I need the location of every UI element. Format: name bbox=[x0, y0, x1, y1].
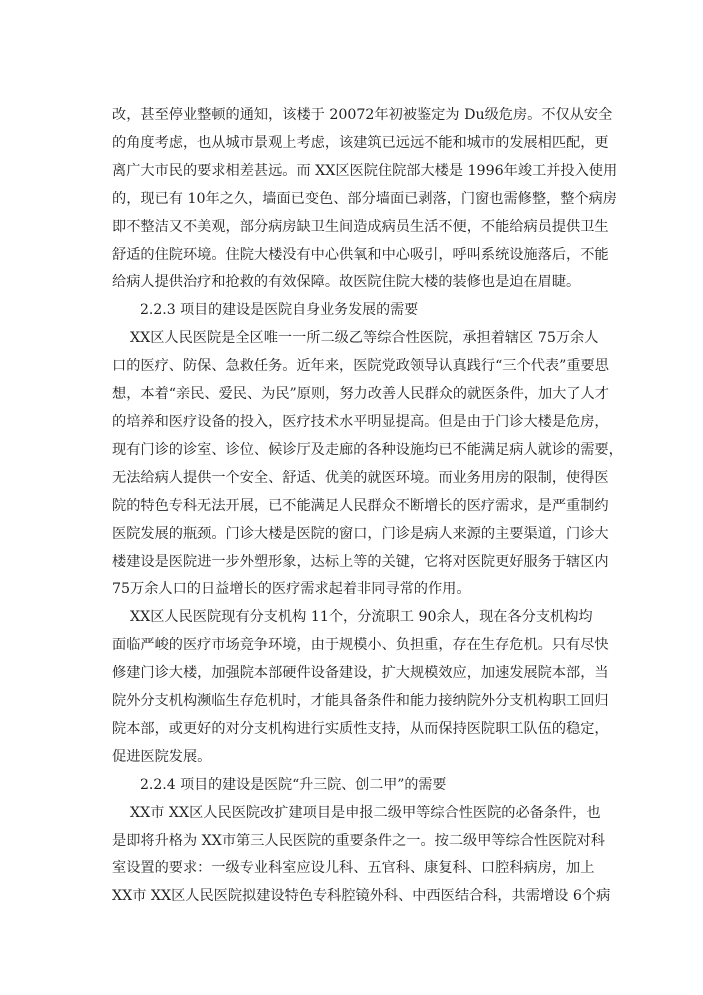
text-line: 的，现已有 10年之久，墙面已变色、部分墙面已剥落，门窗也需修整，整个病房 bbox=[112, 190, 617, 207]
text-line: 即不整洁又不美观，部分病房缺卫生间造成病员生活不便，不能给病员提供卫生 bbox=[112, 218, 609, 235]
text-line: 改，甚至停业整顿的通知，该楼于 20072年初被鉴定为 Du级危房。不仅从安全 bbox=[112, 107, 613, 123]
text-line: 舒适的住院环境。住院大楼没有中心供氧和中心吸引，呼叫系统设施落后，不能 bbox=[112, 246, 609, 263]
text-line: XX区人民医院现有分支机构 11个，分流职工 90余人，现在各分支机构均 bbox=[112, 609, 593, 626]
text-line: 医院发展的瓶颈。门诊大楼是医院的窗口，门诊是病人来源的主要渠道，门诊大 bbox=[112, 525, 609, 542]
text-line: 楼建设是医院进一步外塑形象，达标上等的关键，它将对医院更好服务于辖区内 bbox=[112, 553, 609, 570]
text-line: XX区人民医院是全区唯一一所二级乙等综合性医院，承担着辖区 75万余人 bbox=[112, 330, 599, 347]
paragraph-1 bbox=[112, 102, 618, 297]
section-heading-2-2-3: 2.2.3 项目的建设是医院自身业务发展的需要 bbox=[140, 302, 419, 319]
text-line: 促进医院发展。 bbox=[112, 748, 212, 765]
text-line: 想，本着“亲民、爱民、为民”原则，努力改善人民群众的就医条件，加大了人才 bbox=[112, 386, 609, 403]
text-line: 室设置的要求：一级专业科室应设儿科、五官科、康复科、口腔科病房，加上 bbox=[112, 860, 595, 877]
text-line: 院本部，或更好的对分支机构进行实质性支持，从而保持医院职工队伍的稳定， bbox=[112, 720, 609, 737]
text-line: 离广大市民的要求相差甚远。而 XX区医院住院部大楼是 1996年竣工并投入使用 bbox=[112, 162, 618, 179]
text-line: 无法给病人提供一个安全、舒适、优美的就医环境。而业务用房的限制，使得医 bbox=[112, 469, 609, 486]
paragraph-3 bbox=[112, 604, 609, 771]
text-line: 的角度考虑，也从城市景观上考虑，该建筑已远远不能和城市的发展相匹配，更 bbox=[112, 134, 609, 151]
paragraph-4 bbox=[112, 800, 611, 912]
section-heading-2-2-4: 2.2.4 项目的建设是医院“升三院、创二甲”的需要 bbox=[140, 776, 447, 793]
text-line: 是即将升格为 XX市第三人民医院的重要条件之一。按二级甲等综合性医院对科 bbox=[112, 832, 605, 849]
text-line: 口的医疗、防保、急救任务。近年来，医院党政领导认真践行“三个代表”重要思 bbox=[112, 358, 609, 375]
text-line: 的培养和医疗设备的投入，医疗技术水平明显提高。但是由于门诊大楼是危房， bbox=[112, 413, 609, 430]
text-line: 面临严峻的医疗市场竞争环境，由于规模小、负担重，存在生存危机。只有尽快 bbox=[112, 637, 609, 654]
text-line: 院的特色专科无法开展，已不能满足人民群众不断增长的医疗需求，是严重制约 bbox=[112, 497, 609, 514]
text-line: 现有门诊的诊室、诊位、候诊厅及走廊的各种设施均已不能满足病人就诊的需要， bbox=[112, 441, 623, 458]
document-body bbox=[112, 102, 623, 911]
text-line: XX市 XX区人民医院拟建设特色专科腔镜外科、中西医结合科，共需增设 6个病 bbox=[112, 888, 611, 905]
text-line: 给病人提供治疗和抢救的有效保障。故医院住院大楼的装修也是迫在眉睫。 bbox=[112, 274, 581, 291]
text-line: 75万余人口的日益增长的医疗需求起着非同寻常的作用。 bbox=[112, 581, 471, 598]
text-line: XX市 XX区人民医院改扩建项目是申报二级甲等综合性医院的必备条件，也 bbox=[112, 804, 601, 821]
text-line: 院外分支机构濒临生存危机时，才能具备条件和能力接纳院外分支机构职工回归 bbox=[112, 693, 609, 710]
paragraph-2 bbox=[112, 325, 623, 604]
text-line: 修建门诊大楼，加强院本部硬件设备建设，扩大规模效应，加速发展院本部，当 bbox=[112, 665, 609, 682]
